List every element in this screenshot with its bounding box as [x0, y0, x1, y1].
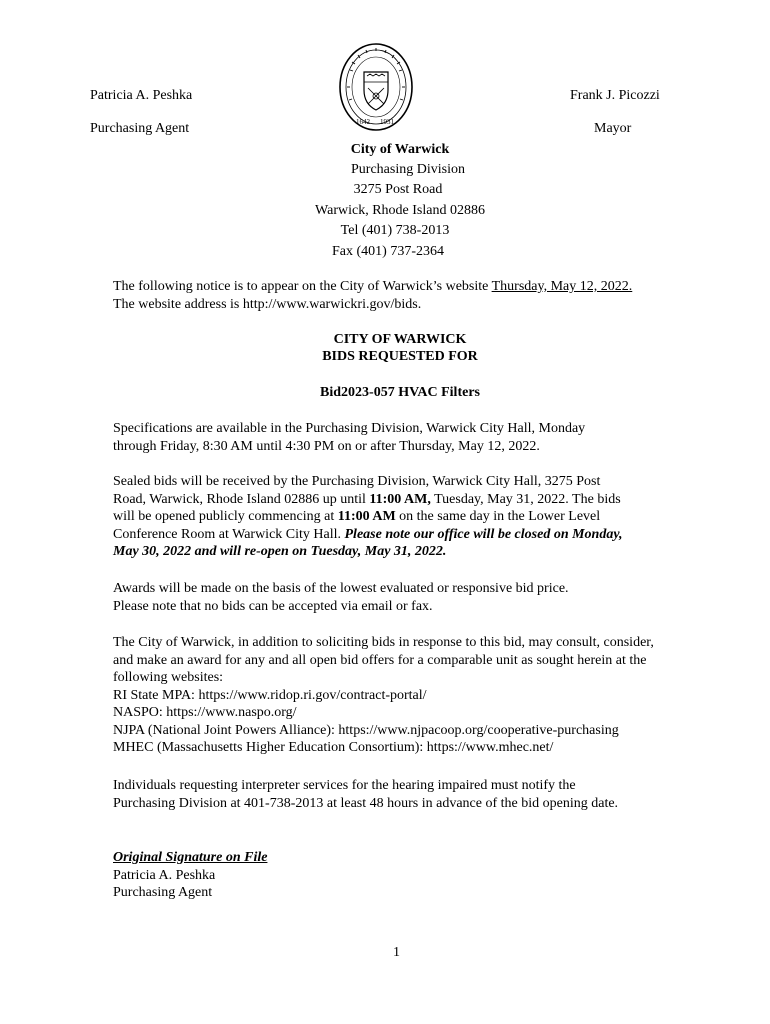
address-division: Purchasing Division [351, 162, 465, 177]
agent-title: Purchasing Agent [90, 121, 190, 136]
page-number: 1 [393, 945, 400, 960]
sealed-line-2a: Road, Warwick, Rhode Island 02886 up until [113, 491, 370, 507]
notice-title-2: BIDS REQUESTED FOR [322, 349, 478, 364]
interpreter-paragraph [113, 777, 713, 812]
city-seal-logo [338, 42, 414, 132]
signature-title: Purchasing Agent [113, 885, 213, 900]
coop-line-3: following websites: [113, 670, 224, 685]
awards-line-1: Awards will be made on the basis of the lowest evaluated or responsive bid price. [113, 581, 569, 596]
intro-text: The following notice is to appear on the City of Warwick’s website [113, 279, 492, 294]
interp-line-1: Individuals requesting interpreter services for the hearing impaired must notify the [113, 778, 576, 793]
specs-line-2: through Friday, 8:30 AM until 4:30 PM on or after Thursday, May 12, 2022. [113, 438, 540, 454]
intro-website: The website address is http://www.warwickri.gov/bids. [113, 296, 422, 312]
coop-ri-mpa: RI State MPA: https://www.ridop.ri.gov/contract-portal/ [113, 687, 427, 703]
signature-block [113, 849, 713, 902]
closure-notice-1: Please note our office will be closed on Monday, [344, 526, 623, 542]
seal-year-right: 1931 [380, 118, 394, 126]
address-tel: Tel (401) 738-2013 [340, 223, 450, 238]
sealed-line-4a: Conference Room at Warwick City Hall. [113, 526, 345, 542]
sealed-time-1: 11:00 AM, [369, 491, 431, 507]
mayor-name: Frank J. Picozzi [570, 88, 660, 103]
coop-line-2: and make an award for any and all open bid offers for a comparable unit as sought herein at the [113, 652, 647, 668]
sealed-line-3c: on the same day in the Lower Level [395, 509, 601, 524]
mayor-title: Mayor [594, 121, 632, 136]
agent-name: Patricia A. Peshka [90, 88, 193, 103]
sealed-line-1: Sealed bids will be received by the Purchasing Division, Warwick City Hall, 3275 Post [113, 474, 601, 489]
specs-paragraph [113, 420, 713, 455]
coop-line-1: The City of Warwick, in addition to soliciting bids in response to this bid, may consult, consider, [113, 635, 654, 650]
specs-line-1: Specifications are available in the Purchasing Division, Warwick City Hall, Monday [113, 421, 586, 436]
coop-paragraph [113, 634, 713, 757]
seal-year-left: 1642 [356, 118, 370, 126]
bid-title: Bid2023-057 HVAC Filters [320, 385, 480, 400]
signature-name: Patricia A. Peshka [113, 867, 216, 883]
signature-label: Original Signature on File [113, 850, 268, 865]
closure-notice-2: May 30, 2022 and will re-open on Tuesday, May 31, 2022. [113, 544, 447, 559]
awards-line-2: Please note that no bids can be accepted via email or fax. [113, 598, 433, 614]
notice-title-1: CITY OF WARWICK [333, 332, 467, 347]
interp-line-2: Purchasing Division at 401-738-2013 at least 48 hours in advance of the bid opening date. [113, 795, 619, 811]
coop-naspo: NASPO: https://www.naspo.org/ [113, 705, 297, 720]
sealed-line-3a: will be opened publicly commencing at [113, 509, 338, 524]
coop-njpa: NJPA (National Joint Powers Alliance): https://www.njpacoop.org/cooperative-purchasing [113, 722, 619, 738]
intro-date: Thursday, May 12, 2022. [491, 279, 633, 294]
intro-paragraph [113, 278, 713, 313]
awards-paragraph [113, 580, 713, 615]
address-street: 3275 Post Road [353, 182, 443, 197]
sealed-bids-paragraph [113, 473, 713, 561]
coop-mhec: MHEC (Massachusetts Higher Education Consortium): https://www.mhec.net/ [113, 740, 554, 755]
address-org: City of Warwick [350, 142, 450, 157]
address-city: Warwick, Rhode Island 02886 [315, 203, 485, 218]
sealed-line-2c: Tuesday, May 31, 2022. The bids [430, 491, 621, 507]
address-fax: Fax (401) 737-2364 [332, 244, 444, 259]
sealed-time-2: 11:00 AM [337, 509, 396, 524]
